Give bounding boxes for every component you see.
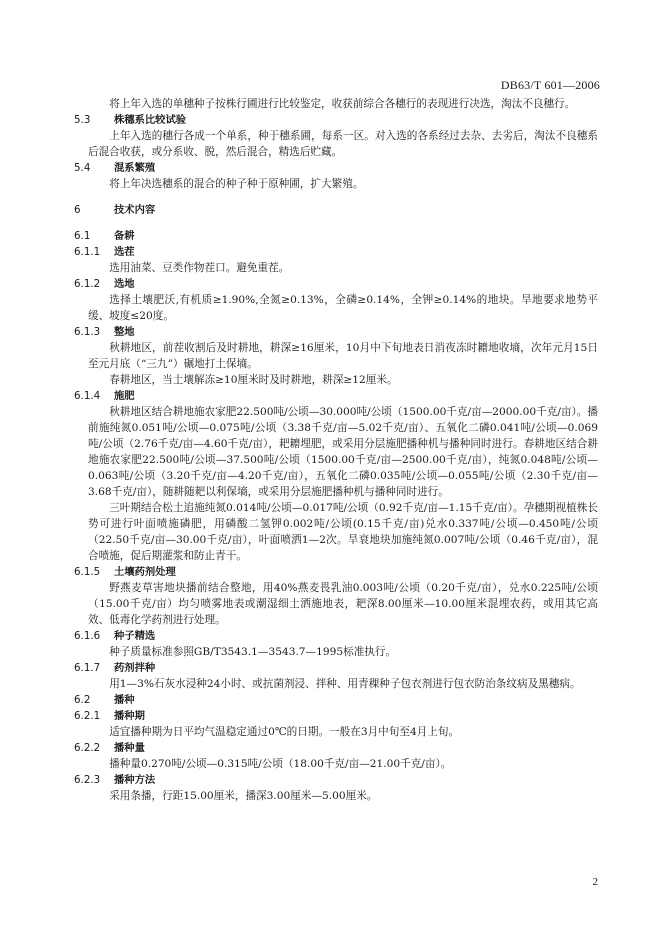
- section-heading: [74, 564, 598, 580]
- paragraph: 选用油菜、豆类作物茬口。避免重茬。: [109, 262, 290, 274]
- section-title: 株穗系比较试验: [114, 114, 187, 126]
- section-number: 6.1.6: [74, 630, 101, 642]
- section-number: 6.1: [74, 230, 91, 242]
- section-title: 播种量: [114, 742, 145, 754]
- section-title: 土壤药剂处理: [114, 566, 176, 578]
- section-title: 播种期: [114, 710, 145, 722]
- section-title: 技术内容: [114, 204, 156, 216]
- section-number: 6.2.3: [74, 774, 101, 786]
- paragraph: 秋耕地区，前茬收割后及时耕地，耕深≥16厘米，10月中下旬地表日消夜冻时耱地收墒，次年元月15日至元月底（“三九”）碾地打土保墒。: [88, 342, 598, 370]
- section-number: 6.1.5: [74, 566, 101, 578]
- section-heading: [74, 740, 598, 756]
- section-heading: [74, 112, 598, 128]
- paragraph: 选择土壤肥沃,有机质≥1.90%,全氮≥0.13%，全磷≥0.14%，全钾≥0.14%的地块。旱地要求地势平缓、坡度≤20度。: [88, 294, 598, 322]
- section-number: 6.1.2: [74, 278, 101, 290]
- paragraph: 适宜播种期为日平均气温稳定通过0℃的日期。一般在3月中旬至4月上旬。: [109, 726, 460, 738]
- paragraph: 秋耕地区结合耕地施农家肥22.500吨/公顷—30.000吨/公顷（1500.00千克/亩—2000.00千克/亩）。播前施纯氮0.051吨/公顷—0.075吨/公顷（3.38千克/亩—5.02千克/亩）、五氧化二磷0.041吨/公顷—0.069吨/公顷（2.76千克/亩—4.60千克/亩），耙耱埋肥，或采用分层施肥播种机与播种同时进行。春耕地区结合耕地施农家肥22.500吨/公顷—37.500吨/公顷（1500.00千克/亩—2500.00千克/亩），纯氮0.048吨/公顷—0.063吨/公顷（3.20千克/亩—4.20千克/亩），五氧化二磷0.035吨/公顷—0.055吨/公顷（2.30千克/亩—3.68千克/亩），随耕随耙以利保墒，或采用分层施肥播种机与播种同时进行。: [88, 406, 598, 498]
- section-title: 播种: [114, 694, 135, 706]
- section-number: 5.4: [74, 162, 91, 174]
- paragraph: 野燕麦草害地块播前结合整地，用40%燕麦畏乳油0.003吨/公顷（0.20千克/亩），兑水0.225吨/公顷（15.00千克/亩）均匀喷雾地表或潮湿细土洒施地表，耙深8.00厘米—10.00厘米混埋农药，或用其它高效、低毒化学药剂进行处理。: [88, 582, 598, 626]
- section-heading: [74, 228, 598, 244]
- paragraph: 春耕地区，当土壤解冻≥10厘米时及时耕地，耕深≥12厘米。: [109, 374, 398, 386]
- paragraph: 将上年决选穗系的混合的种子种于原种圃，扩大繁殖。: [109, 178, 364, 190]
- section-heading: [74, 692, 598, 708]
- section-heading: [74, 160, 598, 176]
- section-title: 选地: [114, 278, 135, 290]
- section-title: 播种方法: [114, 774, 156, 786]
- section-heading: [74, 276, 598, 292]
- section-number: 5.3: [74, 114, 91, 126]
- section-title: 整地: [114, 326, 135, 338]
- paragraph: 用1—3%石灰水浸种24小时、或抗菌剂浸、拌种、用青稞种子包衣剂进行包衣防治条纹病及黑穗病。: [109, 678, 581, 690]
- section-title: 备耕: [114, 230, 135, 242]
- section-title: 药剂拌种: [114, 662, 156, 674]
- section-heading: [74, 244, 598, 260]
- section-number: 6.1.3: [74, 326, 101, 338]
- section-title: 选茬: [114, 246, 135, 258]
- paragraph: 采用条播，行距15.00厘米，播深3.00厘米—5.00厘米。: [109, 790, 378, 802]
- section-heading: [74, 388, 598, 404]
- section-gap: [88, 218, 598, 228]
- paragraph: 上年入选的穗行各成一个单系，种于穗系圃，每系一区。对入选的各系经过去杂、去劣后，淘汰不良穗系后混合收获，或分系收、脱，然后混合，精选后贮藏。: [88, 130, 598, 158]
- section-gap: [88, 192, 598, 202]
- section-heading: [74, 202, 598, 218]
- paragraph: 播种量0.270吨/公顷—0.315吨/公顷（18.00千克/亩—21.00千克/亩）。: [109, 758, 452, 770]
- section-number: 6.2.2: [74, 742, 101, 754]
- section-number: 6.1.1: [74, 246, 101, 258]
- document-body: [74, 96, 598, 804]
- section-number: 6.1.7: [74, 662, 101, 674]
- document-code: DB63/T 601—2006: [500, 78, 600, 92]
- section-heading: [74, 660, 598, 676]
- paragraph: 将上年入选的单穗种子按株行圃进行比较鉴定，收获前综合各穗行的表现进行决选，淘汰不良穗行。: [109, 98, 576, 110]
- section-number: 6.1.4: [74, 390, 101, 402]
- paragraph: 三叶期结合松土追施纯氮0.014吨/公顷—0.017吨/公顷（0.92千克/亩—1.15千克/亩）。孕穗期视植株长势可进行叶面喷施磷肥，用磷酸二氢钾0.002吨/公顷(0.15千克/亩)兑水0.337吨/公顷—0.450吨/公顷（22.50千克/亩—30.00千克/亩），叶面喷洒1—2次。旱衰地块加施纯氮0.007吨/公顷（0.46千克/亩），混合喷施，促后期灌浆和防止青干。: [88, 502, 598, 562]
- section-title: 混系繁殖: [114, 162, 156, 174]
- section-number: 6.2.1: [74, 710, 101, 722]
- page-number: 2: [592, 876, 598, 888]
- section-number: 6: [74, 204, 81, 216]
- section-heading: [74, 324, 598, 340]
- section-heading: [74, 628, 598, 644]
- section-title: 种子精选: [114, 630, 156, 642]
- section-heading: [74, 708, 598, 724]
- section-number: 6.2: [74, 694, 91, 706]
- section-heading: [74, 772, 598, 788]
- section-title: 施肥: [114, 390, 135, 402]
- paragraph: 种子质量标准参照GB/T3543.1—3543.7—1995标准执行。: [109, 646, 397, 658]
